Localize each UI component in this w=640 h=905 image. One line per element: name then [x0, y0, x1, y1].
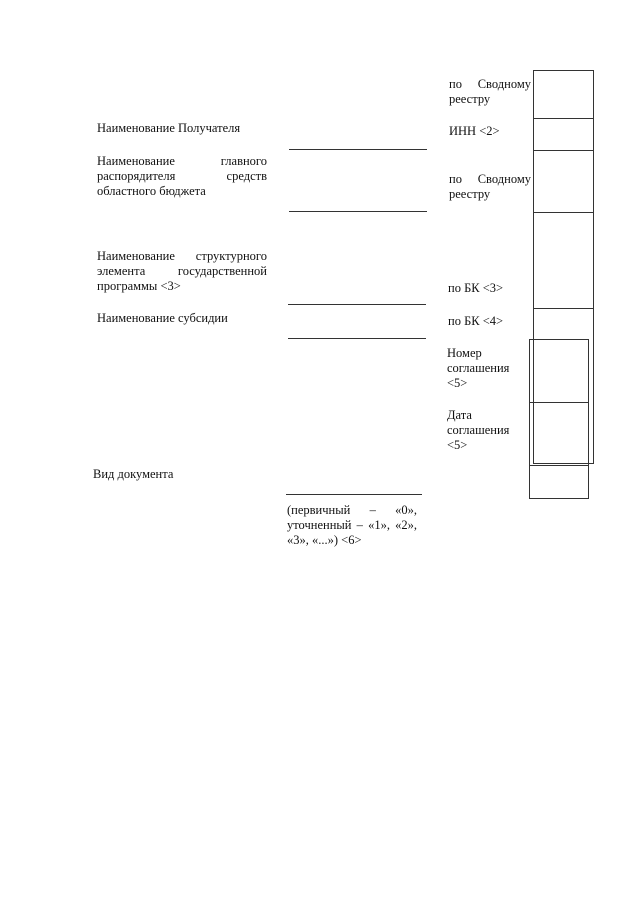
- svodny-reestr-label-1-line2: реестру: [449, 92, 491, 106]
- svodny-reestr-code-cell-1[interactable]: [534, 71, 592, 117]
- main-manager-label-line1: Наименование главного: [97, 154, 267, 168]
- subsidy-name-field[interactable]: [288, 338, 426, 339]
- structural-element-field[interactable]: [288, 304, 426, 305]
- main-manager-label-line2: распорядителя средств: [97, 169, 267, 183]
- main-manager-field[interactable]: [289, 211, 427, 212]
- agreement-number-label-line2: соглашения: [447, 361, 510, 375]
- agreement-number-label-line1: Номер: [447, 346, 482, 360]
- agreement-date-label-line2: соглашения: [447, 423, 510, 437]
- recipient-name-label: Наименование Получателя: [97, 121, 241, 135]
- structural-element-label-line1: Наименование структурного: [97, 249, 267, 263]
- structural-element-label-line2: элемента государственной: [97, 264, 267, 278]
- bk-4-label: по БК <4>: [448, 314, 504, 328]
- recipient-name-field[interactable]: [289, 149, 427, 150]
- svodny-reestr-code-cell-2[interactable]: [534, 150, 592, 211]
- agreement-date-label-line3: <5>: [447, 438, 468, 452]
- subsidy-name-label: Наименование субсидии: [97, 311, 228, 325]
- agreement-date-cell[interactable]: [530, 402, 587, 464]
- bk-3-label: по БК <3>: [448, 281, 504, 295]
- bk-3-code-cell[interactable]: [534, 212, 592, 307]
- svodny-reestr-label-1-line1: по Сводному: [449, 77, 531, 91]
- inn-code-cell[interactable]: [534, 118, 592, 149]
- inn-label: ИНН <2>: [449, 124, 500, 138]
- document-type-field[interactable]: [286, 494, 422, 495]
- agreement-number-cell[interactable]: [530, 340, 587, 401]
- agreement-number-label-line3: <5>: [447, 376, 468, 390]
- document-type-hint-line1: (первичный – «0»,: [287, 503, 417, 517]
- svodny-reestr-label-2-line1: по Сводному: [449, 172, 531, 186]
- document-type-hint-line2: уточненный – «1», «2»,: [287, 518, 417, 532]
- document-type-label: Вид документа: [93, 467, 174, 481]
- agreement-date-label-line1: Дата: [447, 408, 472, 422]
- bk-4-code-cell[interactable]: [534, 308, 592, 339]
- document-type-hint-line3: «3», «...») <6>: [287, 533, 362, 547]
- structural-element-label-line3: программы <3>: [97, 279, 181, 293]
- svodny-reestr-label-2-line2: реестру: [449, 187, 491, 201]
- main-manager-label-line3: областного бюджета: [97, 184, 206, 198]
- document-type-code-cell[interactable]: [530, 465, 587, 497]
